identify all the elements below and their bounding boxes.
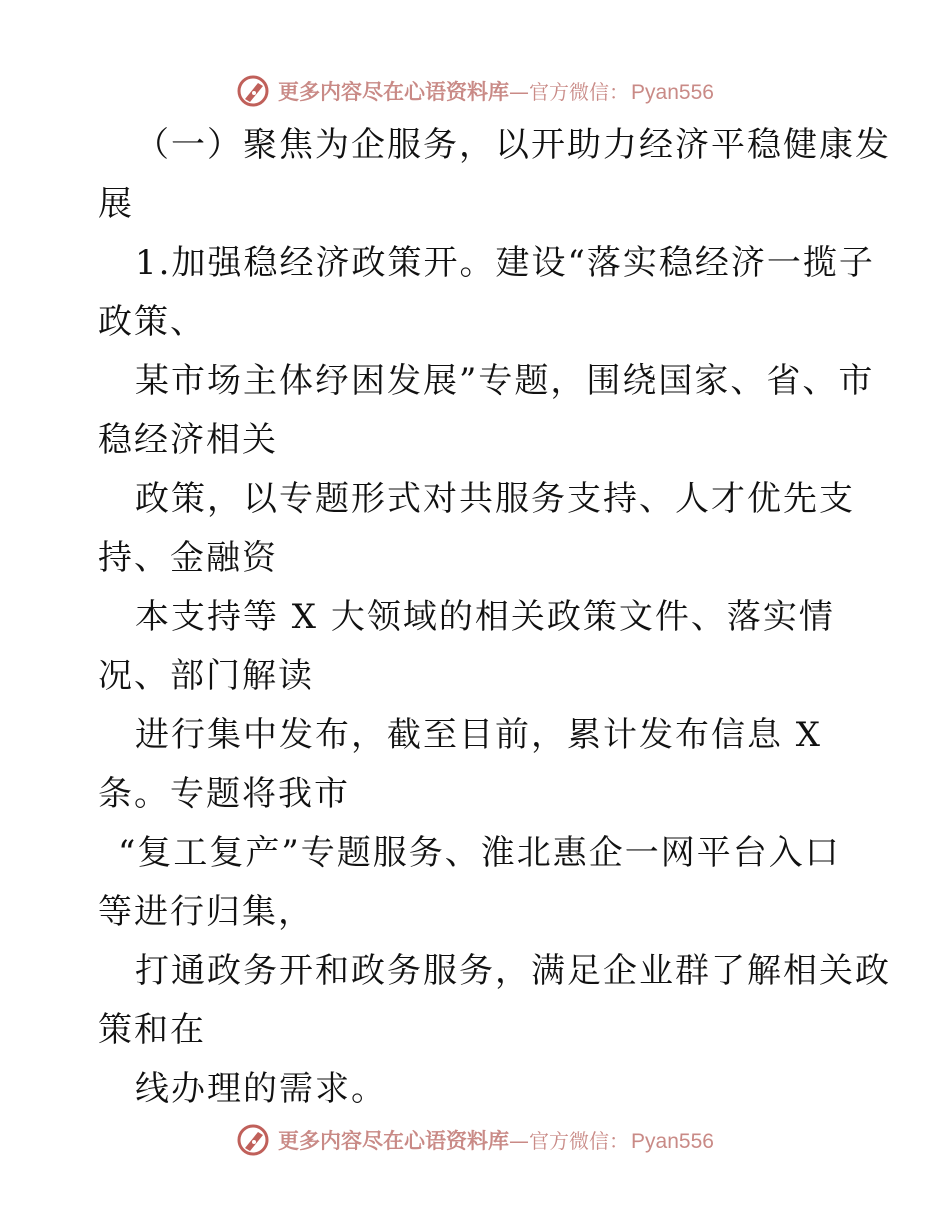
- watermark-main-text: 更多内容尽在心语资料库: [278, 79, 510, 104]
- paragraph-line: 持、金融资: [98, 538, 278, 578]
- watermark-main-text: 更多内容尽在心语资料库: [278, 1128, 510, 1153]
- section-heading-line-2: 展: [98, 184, 134, 224]
- watermark-text: [278, 1125, 714, 1155]
- paragraph-line: 本支持等 X 大领域的相关政策文件、落实情: [135, 597, 835, 637]
- watermark-banner-bottom: [0, 1120, 950, 1160]
- watermark-handle: Pyan556: [631, 1130, 714, 1153]
- paragraph-line: 策和在: [98, 1010, 206, 1050]
- paragraph-line: 打通政务开和政务服务，满足企业群了解相关政: [135, 951, 891, 991]
- paragraph-line: 稳经济相关: [98, 420, 278, 460]
- paragraph-line: 政策，以专题形式对共服务支持、人才优先支: [135, 479, 855, 519]
- paragraph-line: 某市场主体纾困发展”专题，围绕国家、省、市: [135, 361, 875, 401]
- watermark-dash: —: [509, 80, 530, 104]
- paragraph-line: 1.加强稳经济政策开。建设“落实稳经济一揽子: [135, 243, 875, 283]
- paragraph-line: 进行集中发布，截至目前，累计发布信息 X: [135, 715, 823, 755]
- paragraph-line: 政策、: [98, 302, 206, 342]
- paragraph-line: “复工复产”专题服务、淮北惠企一网平台入口: [118, 833, 841, 873]
- watermark-handle: Pyan556: [631, 81, 714, 104]
- pen-nib-logo-icon: [236, 1123, 270, 1157]
- watermark-dash: —: [509, 1129, 530, 1153]
- watermark-sub-text: 官方微信：: [529, 1129, 630, 1153]
- paragraph-line: 况、部门解读: [98, 656, 314, 696]
- paragraph-line: 线办理的需求。: [135, 1069, 387, 1109]
- watermark-sub-text: 官方微信：: [529, 80, 630, 104]
- section-heading-line-1: （一）聚焦为企服务，以开助力经济平稳健康发: [135, 125, 891, 165]
- paragraph-line: 条。专题将我市: [98, 774, 350, 814]
- paragraph-line: 等进行归集，: [98, 892, 314, 932]
